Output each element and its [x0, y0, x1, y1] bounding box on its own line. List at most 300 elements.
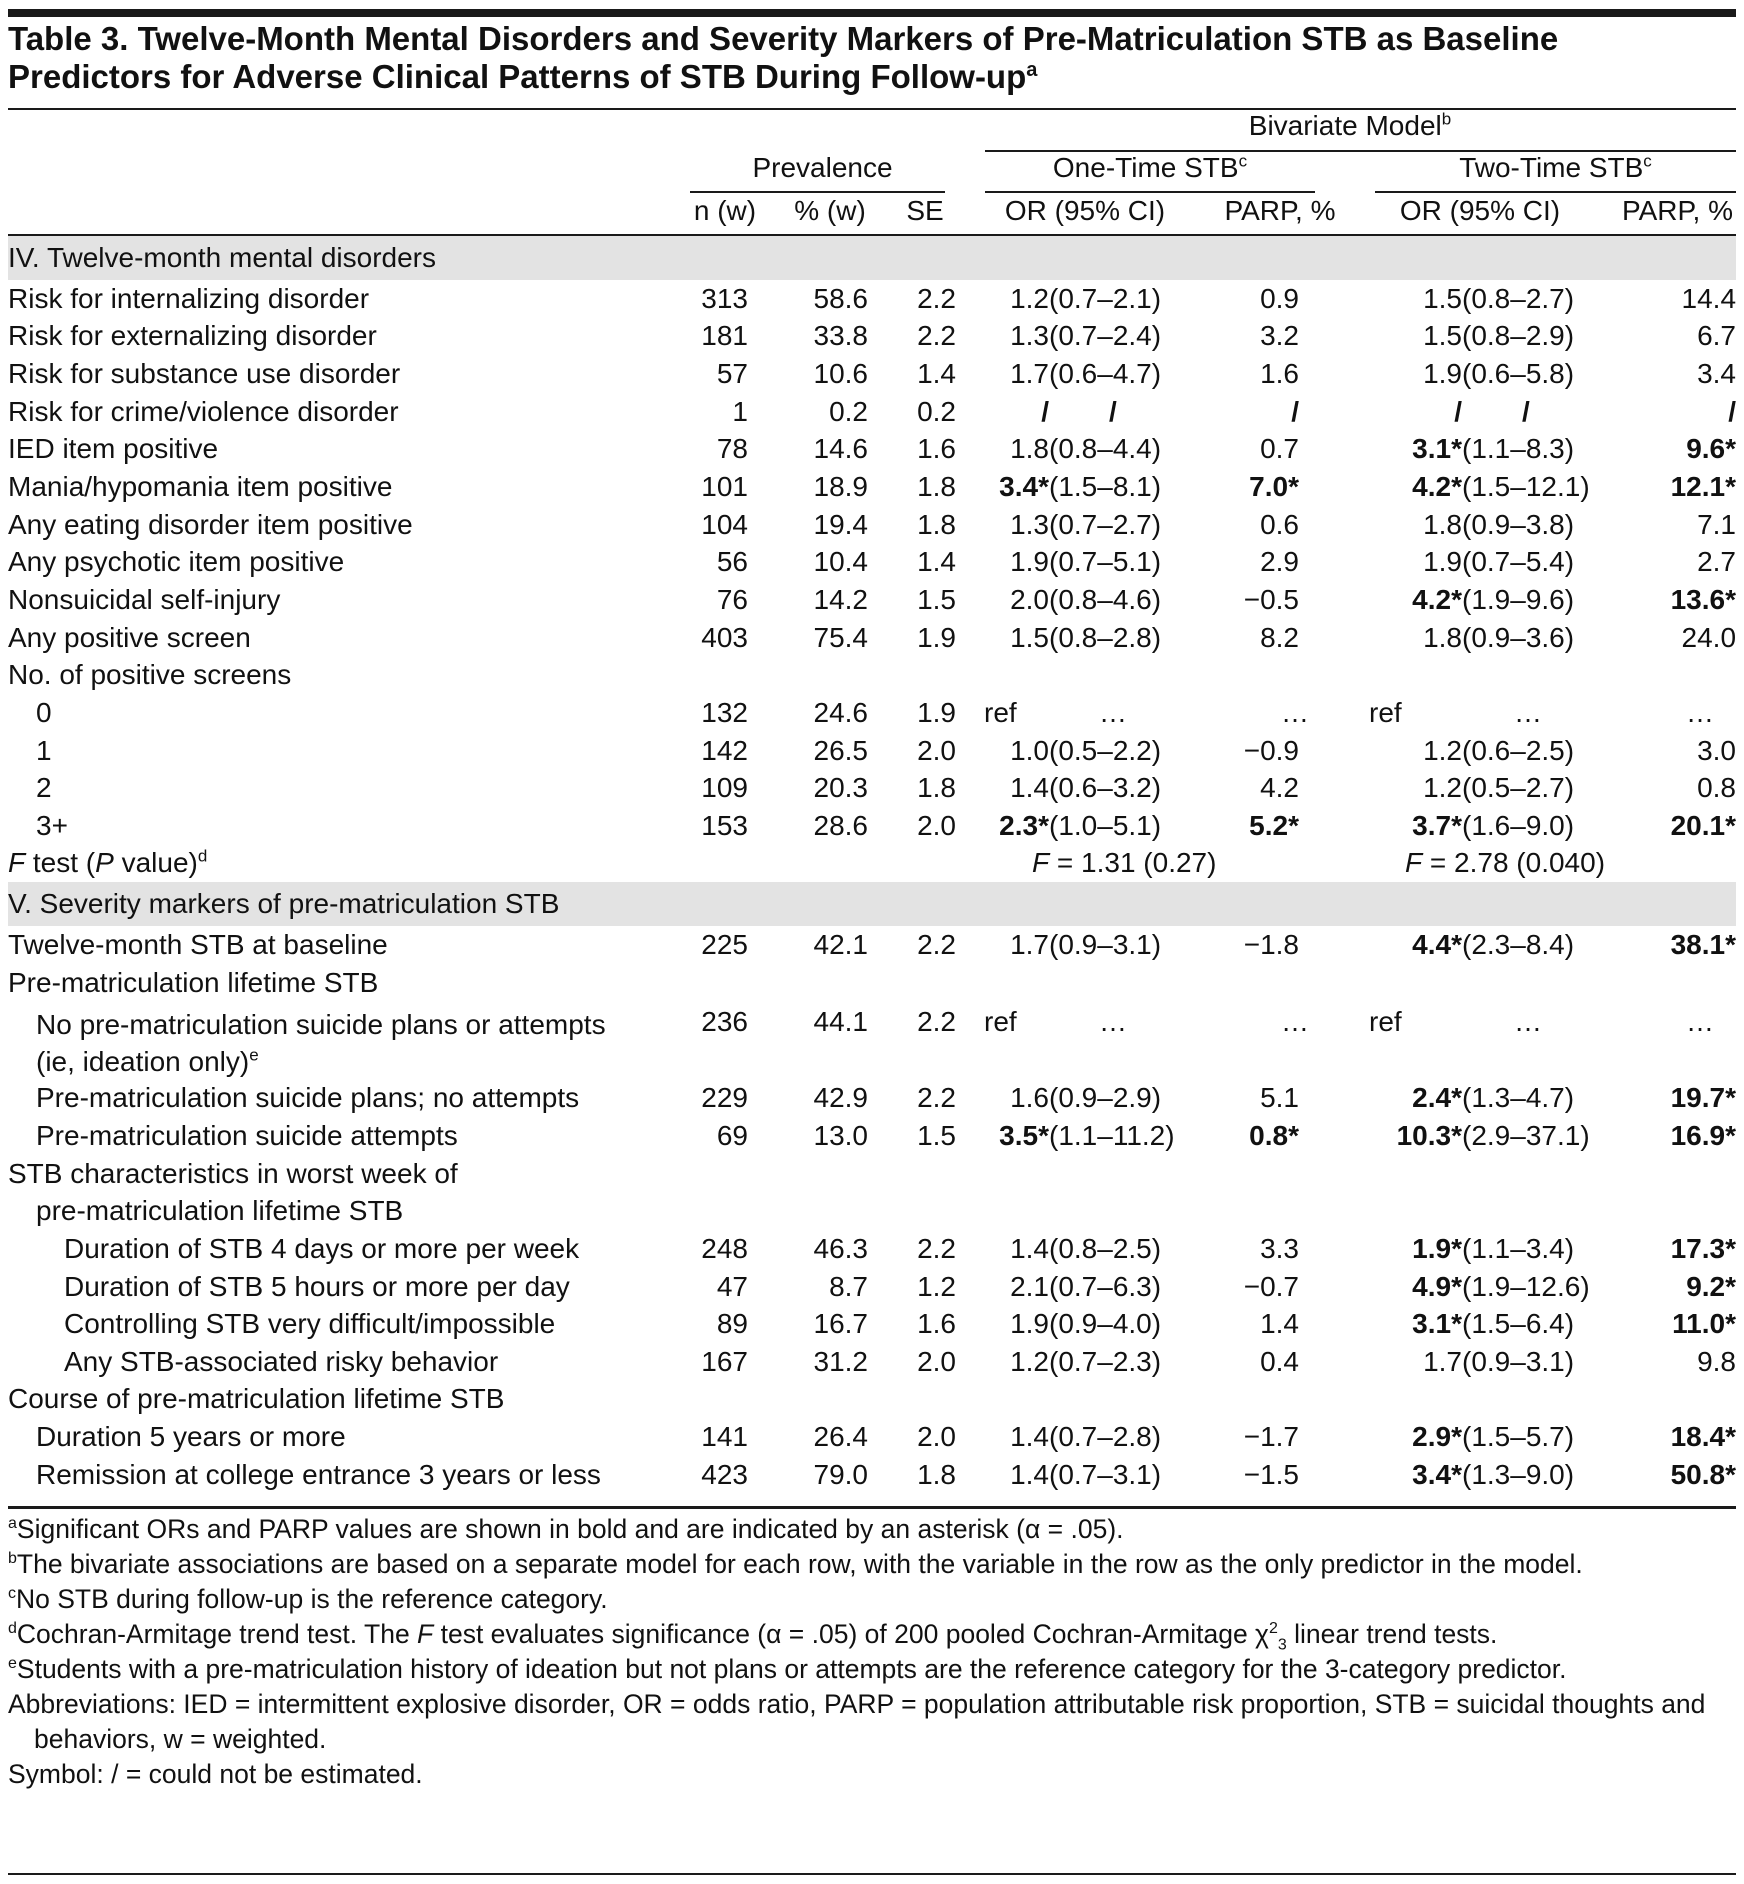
cell-parp1: 0.9	[1260, 282, 1299, 314]
cell-or1: 1.6	[1010, 1082, 1049, 1114]
cell-or1: 3.5*	[999, 1119, 1049, 1151]
row-label	[8, 1268, 690, 1306]
cell-se: 1.4	[917, 546, 956, 578]
row-label-text: Any psychotic item positive	[8, 546, 345, 578]
ftest-two-value: = 2.78 (0.040)	[1422, 847, 1606, 879]
row-label-text: Risk for externalizing disorder	[8, 320, 377, 352]
cell-or2: /	[1454, 395, 1462, 427]
cell-ci2: (0.5–2.7)	[1462, 772, 1575, 804]
cell-se: 2.0	[917, 1345, 956, 1377]
cell-ci2: (1.9–12.6)	[1462, 1270, 1590, 1302]
col-se-header: SE	[906, 195, 944, 226]
table-row	[8, 619, 1736, 657]
row-label	[8, 393, 690, 431]
row-label-text: Duration 5 years or more	[36, 1421, 346, 1453]
cell-ci2: (0.6–2.5)	[1462, 734, 1575, 766]
cell-se: 2.2	[917, 320, 956, 352]
table-row	[8, 1002, 1736, 1080]
symbol-note: Symbol: / = could not be estimated.	[8, 1759, 423, 1789]
cell-pct: 75.4	[813, 621, 868, 653]
section-header	[8, 882, 1736, 926]
cell-parp1: 3.3	[1260, 1232, 1299, 1264]
cell-or1: 1.8	[1010, 433, 1049, 465]
cell-n: 313	[701, 282, 748, 314]
footnote-d-chi-sup: 2	[1268, 1620, 1278, 1638]
cell-ci1: (0.7–3.1)	[1049, 1458, 1162, 1490]
cell-se: 2.2	[917, 1082, 956, 1114]
cell-parp2: 18.4*	[1670, 1421, 1737, 1453]
table-row	[8, 1418, 1736, 1456]
cell-n: 101	[701, 471, 748, 503]
cell-or1: 1.7	[1010, 929, 1049, 961]
cell-ci1: (0.7–2.7)	[1049, 508, 1162, 540]
cell-pct: 18.9	[813, 471, 868, 503]
row-label	[8, 619, 690, 657]
cell-pct: 0.2	[829, 395, 868, 427]
cell-ci2: …	[1514, 1005, 1542, 1037]
two-time-rule	[1375, 191, 1736, 193]
cell-parp1: 8.2	[1260, 621, 1299, 653]
cell-ci1: (0.8–4.4)	[1049, 433, 1162, 465]
cell-pct: 42.1	[813, 929, 868, 961]
table-row	[8, 1305, 1736, 1343]
cell-pct: 13.0	[813, 1119, 868, 1151]
cell-n: 132	[701, 696, 748, 728]
row-label	[8, 1192, 690, 1230]
cell-se: 2.2	[917, 929, 956, 961]
row-label	[8, 468, 690, 506]
table-row	[8, 581, 1736, 619]
footnote-d-mark: d	[8, 1620, 17, 1638]
footnote-a	[8, 1512, 1736, 1547]
cell-parp1: 0.6	[1260, 508, 1299, 540]
cell-parp1: …	[1281, 696, 1309, 728]
ftest-two-time	[1329, 845, 1736, 883]
row-label-text: Pre-matriculation suicide plans; no attempts	[36, 1082, 580, 1114]
row-label	[8, 1381, 690, 1419]
cell-parp2: …	[1686, 696, 1715, 728]
cell-parp2: 50.8*	[1670, 1458, 1737, 1490]
col-pct-header: % (w)	[794, 195, 866, 226]
cell-ci1: (0.7–5.1)	[1049, 546, 1162, 578]
cell-parp2: …	[1686, 1005, 1715, 1037]
cell-ci1: (1.5–8.1)	[1049, 471, 1162, 503]
empty-cell	[690, 1381, 1736, 1419]
cell-ci2: (2.9–37.1)	[1462, 1119, 1590, 1151]
cell-or1: ref	[984, 1005, 1017, 1037]
cell-or1: 1.5	[1010, 621, 1049, 653]
cell-or1: 1.7	[1010, 358, 1049, 390]
cell-or2: 2.4*	[1412, 1082, 1462, 1114]
cell-or2: 4.2*	[1412, 471, 1462, 503]
row-label	[8, 1080, 690, 1118]
cell-or2: 4.4*	[1412, 929, 1462, 961]
empty-cell	[690, 845, 956, 883]
table-row	[8, 468, 1736, 506]
cell-ci1: (1.0–5.1)	[1049, 809, 1162, 841]
table-row	[8, 926, 1736, 964]
cell-se: 1.9	[917, 696, 956, 728]
row-label	[8, 1155, 690, 1193]
cell-or2: 4.9*	[1412, 1270, 1462, 1302]
table-row	[8, 431, 1736, 469]
title-line-2-text: Predictors for Adverse Clinical Patterns of STB During Follow-up	[8, 58, 1027, 95]
row-label-text: 0	[36, 696, 52, 728]
ftest-end: value)	[113, 847, 198, 879]
end-rule	[8, 1873, 1736, 1875]
cell-n: 104	[701, 508, 748, 540]
row-label-text: Controlling STB very difficult/impossible	[64, 1308, 556, 1340]
cell-ci2: (0.7–5.4)	[1462, 546, 1575, 578]
cell-pct: 20.3	[813, 772, 868, 804]
cell-ci1: (0.9–3.1)	[1049, 929, 1162, 961]
table-row	[8, 964, 1736, 1002]
cell-ci2: (0.9–3.6)	[1462, 621, 1575, 653]
cell-ci1: …	[1099, 696, 1127, 728]
cell-pct: 33.8	[813, 320, 868, 352]
cell-or2: 1.7	[1423, 1345, 1462, 1377]
one-time-rule	[985, 191, 1315, 193]
cell-se: 2.0	[917, 734, 956, 766]
table-row	[8, 1155, 1736, 1193]
cell-se: 1.8	[917, 508, 956, 540]
footnote-b	[8, 1547, 1736, 1582]
cell-n: 47	[716, 1270, 748, 1302]
cell-parp2: 9.8	[1697, 1345, 1737, 1377]
cell-ci2: (0.8–2.9)	[1462, 320, 1575, 352]
data-table	[8, 236, 1736, 1494]
cell-parp2: 13.6*	[1670, 583, 1737, 615]
table-row	[8, 1192, 1736, 1230]
bivariate-model-header	[985, 110, 1715, 142]
cell-parp1: …	[1281, 1005, 1309, 1037]
row-label	[8, 694, 690, 732]
row-label	[8, 581, 690, 619]
cell-n: 167	[701, 1345, 748, 1377]
cell-se: 1.8	[917, 471, 956, 503]
row-label	[8, 807, 690, 845]
cell-parp2: 11.0*	[1672, 1308, 1737, 1340]
cell-se: 1.4	[917, 358, 956, 390]
cell-pct: 10.4	[813, 546, 868, 578]
cell-se: 1.9	[917, 621, 956, 653]
table-title	[8, 20, 1736, 96]
cell-or2: ref	[1369, 1005, 1402, 1037]
table-row	[8, 694, 1736, 732]
table-row	[8, 1343, 1736, 1381]
cell-n: 56	[716, 546, 748, 578]
table-bottom-rule	[8, 1506, 1736, 1509]
abbreviations: Abbreviations: IED = intermittent explosive disorder, OR = odds ratio, PARP = population attributable risk proportion, STB = suicidal thoughts and behaviors, w = weighted.	[8, 1689, 1706, 1754]
table-row	[8, 543, 1736, 581]
cell-or2: 2.9*	[1412, 1421, 1462, 1453]
cell-ci2: (1.5–6.4)	[1462, 1308, 1575, 1340]
footnotes	[8, 1512, 1736, 1792]
footnote-e-text: Students with a pre-matriculation history of ideation but not plans or attempts are the reference category for the 3-category predictor.	[16, 1654, 1567, 1684]
cell-or1: 1.0	[1010, 734, 1049, 766]
cell-parp1: /	[1291, 395, 1299, 427]
cell-se: 1.8	[917, 1458, 956, 1490]
empty-cell	[690, 964, 1736, 1002]
cell-pct: 79.0	[813, 1458, 868, 1490]
ftest-mid: test (	[25, 847, 96, 879]
row-label	[8, 1456, 690, 1494]
footnote-c-text: No STB during follow-up is the reference category.	[16, 1584, 608, 1614]
row-label	[8, 964, 690, 1002]
cell-or2: 1.9	[1423, 546, 1462, 578]
footnote-c-mark: c	[8, 1585, 16, 1603]
cell-parp1: −1.7	[1243, 1421, 1299, 1453]
cell-ci1: (0.9–4.0)	[1049, 1308, 1162, 1340]
cell-or2: 1.8	[1423, 621, 1462, 653]
ftest-one-f: F	[1032, 847, 1050, 879]
cell-n: 236	[701, 1005, 748, 1037]
prevalence-rule	[690, 191, 945, 193]
cell-ci2: (1.6–9.0)	[1462, 809, 1575, 841]
two-time-stb-header	[1375, 152, 1736, 184]
cell-parp1: 7.0*	[1249, 471, 1299, 503]
cell-or1: 1.2	[1010, 1345, 1049, 1377]
ftest-two-f: F	[1405, 847, 1423, 879]
empty-cell	[690, 1192, 1736, 1230]
cell-or1: 1.3	[1010, 508, 1049, 540]
col-n-header: n (w)	[693, 195, 757, 226]
footnote-d-text-3: linear trend tests.	[1286, 1619, 1498, 1649]
cell-se: 2.2	[917, 1005, 956, 1037]
cell-or2: 3.1*	[1412, 433, 1462, 465]
cell-parp2: 16.9*	[1670, 1119, 1737, 1151]
cell-parp1: 3.2	[1260, 320, 1299, 352]
prevalence-header: Prevalence	[752, 152, 893, 183]
row-label	[8, 1230, 690, 1268]
cell-pct: 10.6	[813, 358, 868, 390]
bivariate-label: Bivariate Model	[1248, 110, 1442, 141]
cell-n: 423	[701, 1458, 748, 1490]
footnote-d-text-2: test evaluates significance (α = .05) of 200 pooled Cochran-Armitage χ	[433, 1619, 1269, 1649]
cell-parp2: 24.0	[1681, 621, 1737, 653]
cell-parp2: 9.6*	[1686, 433, 1737, 465]
cell-ci2: (0.6–5.8)	[1462, 358, 1575, 390]
row-label-text: No pre-matriculation suicide plans or attempts (ie, ideation only)	[36, 1008, 606, 1077]
cell-or1: 1.4	[1010, 772, 1049, 804]
cell-se: 0.2	[917, 395, 956, 427]
table-row	[8, 1268, 1736, 1306]
cell-parp2: 9.2*	[1686, 1270, 1737, 1302]
cell-n: 78	[716, 433, 748, 465]
cell-parp1: −0.9	[1243, 734, 1299, 766]
row-label-text: 2	[36, 772, 52, 804]
cell-se: 2.0	[917, 809, 956, 841]
cell-se: 2.2	[917, 282, 956, 314]
row-label-text: Risk for internalizing disorder	[8, 282, 370, 314]
row-label	[8, 543, 690, 581]
row-label	[8, 506, 690, 544]
cell-n: 57	[716, 358, 748, 390]
ftest-row	[8, 845, 1736, 883]
cell-ci1: (1.1–11.2)	[1049, 1119, 1175, 1151]
section-header	[8, 236, 1736, 280]
table-row	[8, 1230, 1736, 1268]
cell-parp1: −0.5	[1243, 583, 1299, 615]
cell-or1: 1.9	[1010, 546, 1049, 578]
col-or1-header: OR (95% CI)	[1004, 195, 1166, 226]
cell-n: 141	[701, 1421, 748, 1453]
cell-ci2: (1.5–12.1)	[1462, 471, 1590, 503]
cell-n: 229	[701, 1082, 748, 1114]
footnote-b-text: The bivariate associations are based on a separate model for each row, with the variable in the row as the only predictor in the model.	[16, 1549, 1583, 1579]
table-row	[8, 1456, 1736, 1494]
cell-parp2: /	[1728, 395, 1737, 427]
table-row	[8, 1117, 1736, 1155]
cell-n: 248	[701, 1232, 748, 1264]
cell-se: 1.6	[917, 1308, 956, 1340]
cell-parp2: 14.4	[1681, 282, 1737, 314]
top-rule	[8, 9, 1736, 17]
cell-ci2: (1.3–4.7)	[1462, 1082, 1575, 1114]
row-label-text: IED item positive	[8, 433, 219, 465]
cell-parp2: 20.1*	[1670, 809, 1737, 841]
cell-pct: 44.1	[813, 1005, 868, 1037]
footnote-c	[8, 1582, 1736, 1617]
cell-n: 89	[716, 1308, 748, 1340]
cell-pct: 24.6	[813, 696, 868, 728]
cell-or2: 1.9*	[1412, 1232, 1462, 1264]
cell-or2: 1.9	[1423, 358, 1462, 390]
cell-ci2: (1.3–9.0)	[1462, 1458, 1575, 1490]
cell-ci1: (0.9–2.9)	[1049, 1082, 1162, 1114]
table-row	[8, 355, 1736, 393]
cell-parp1: 0.8*	[1249, 1119, 1299, 1151]
footnote-e	[8, 1652, 1736, 1687]
cell-parp2: 2.7	[1697, 546, 1737, 578]
cell-pct: 8.7	[829, 1270, 868, 1302]
cell-ci2: (0.9–3.1)	[1462, 1345, 1575, 1377]
cell-or1: 1.2	[1010, 282, 1049, 314]
row-label-text: Pre-matriculation lifetime STB	[8, 966, 379, 998]
cell-parp1: 2.9	[1260, 546, 1299, 578]
footnote-d-text-1: Cochran-Armitage trend test. The	[16, 1619, 418, 1649]
cell-or2: 3.4*	[1412, 1458, 1462, 1490]
cell-pct: 16.7	[813, 1308, 868, 1340]
cell-or1: /	[1041, 395, 1049, 427]
cell-n: 1	[732, 395, 748, 427]
row-label-text: Nonsuicidal self-injury	[8, 583, 281, 615]
cell-ci1: (0.7–2.3)	[1049, 1345, 1162, 1377]
cell-or1: 3.4*	[999, 471, 1049, 503]
ftest-one-time	[956, 845, 1329, 883]
cell-se: 1.2	[917, 1270, 956, 1302]
cell-parp1: 5.1	[1260, 1082, 1299, 1114]
section-title: IV. Twelve-month mental disorders	[8, 236, 1736, 280]
cell-or2: 4.2*	[1412, 583, 1462, 615]
cell-se: 2.2	[917, 1232, 956, 1264]
ftest-f: F	[8, 847, 26, 879]
row-label-text: Remission at college entrance 3 years or less	[36, 1458, 601, 1490]
row-label-text: 3+	[36, 809, 68, 841]
cell-n: 76	[716, 583, 748, 615]
cell-or2: 1.5	[1423, 320, 1462, 352]
cell-n: 109	[701, 772, 748, 804]
empty-cell	[690, 656, 1736, 694]
ftest-one-value: = 1.31 (0.27)	[1049, 847, 1217, 879]
cell-or2: 3.7*	[1412, 809, 1462, 841]
cell-pct: 42.9	[813, 1082, 868, 1114]
cell-parp2: 12.1*	[1670, 471, 1737, 503]
cell-or2: 1.8	[1423, 508, 1462, 540]
row-label	[8, 732, 690, 770]
cell-ci1: (0.8–2.5)	[1049, 1232, 1162, 1264]
cell-se: 1.8	[917, 772, 956, 804]
table-row	[8, 280, 1736, 318]
cell-parp2: 6.7	[1697, 320, 1737, 352]
cell-parp1: 1.6	[1260, 358, 1299, 390]
cell-ci1: (0.6–4.7)	[1049, 358, 1162, 390]
bivariate-sup: b	[1441, 109, 1452, 129]
cell-n: 225	[701, 929, 748, 961]
one-time-label: One-Time STB	[1052, 152, 1239, 183]
cell-ci1: (0.7–2.8)	[1049, 1421, 1162, 1453]
footnote-d	[8, 1617, 1736, 1652]
cell-ci1: (0.6–3.2)	[1049, 772, 1162, 804]
row-label-text: Mania/hypomania item positive	[8, 471, 393, 503]
table-row	[8, 807, 1736, 845]
row-label-text: Any positive screen	[8, 621, 251, 653]
cell-pct: 28.6	[813, 809, 868, 841]
cell-se: 1.6	[917, 433, 956, 465]
title-footnote-mark: a	[1026, 59, 1038, 81]
row-label-text: STB characteristics in worst week of	[8, 1157, 458, 1189]
cell-ci2: …	[1514, 696, 1542, 728]
cell-parp2: 7.1	[1697, 508, 1737, 540]
row-label-sup: e	[249, 1045, 259, 1065]
footnote-e-mark: e	[8, 1655, 17, 1673]
cell-n: 69	[716, 1119, 748, 1151]
cell-pct: 26.5	[813, 734, 868, 766]
cell-se: 1.5	[917, 583, 956, 615]
cell-se: 2.0	[917, 1421, 956, 1453]
cell-n: 153	[701, 809, 748, 841]
ftest-p: P	[95, 847, 114, 879]
ftest-label	[8, 845, 690, 883]
cell-ci2: (0.9–3.8)	[1462, 508, 1575, 540]
table-row	[8, 318, 1736, 356]
cell-pct: 31.2	[813, 1345, 868, 1377]
title-line-2	[8, 58, 1736, 96]
row-label-text: Course of pre-matriculation lifetime STB	[8, 1383, 505, 1415]
one-time-sup: c	[1238, 151, 1248, 171]
cell-ci1: (0.7–2.4)	[1049, 320, 1162, 352]
row-label-text: Any eating disorder item positive	[8, 508, 413, 540]
table-row	[8, 732, 1736, 770]
cell-or2: ref	[1369, 696, 1402, 728]
cell-parp1: −0.7	[1243, 1270, 1299, 1302]
row-label	[8, 355, 690, 393]
table-row	[8, 656, 1736, 694]
cell-ci1: …	[1099, 1005, 1127, 1037]
empty-cell	[690, 1155, 1736, 1193]
cell-or2: 1.5	[1423, 282, 1462, 314]
cell-ci2: (1.9–9.6)	[1462, 583, 1575, 615]
cell-ci1: /	[1109, 395, 1117, 427]
cell-or1: 2.3*	[999, 809, 1049, 841]
cell-n: 403	[701, 621, 748, 653]
title-line-1: Table 3. Twelve-Month Mental Disorders and Severity Markers of Pre-Matriculation STB as Baseline	[8, 20, 1559, 57]
cell-parp1: 0.7	[1260, 433, 1299, 465]
row-label	[8, 1343, 690, 1381]
cell-parp2: 3.0	[1697, 734, 1737, 766]
row-label	[8, 1305, 690, 1343]
cell-parp2: 38.1*	[1670, 929, 1737, 961]
